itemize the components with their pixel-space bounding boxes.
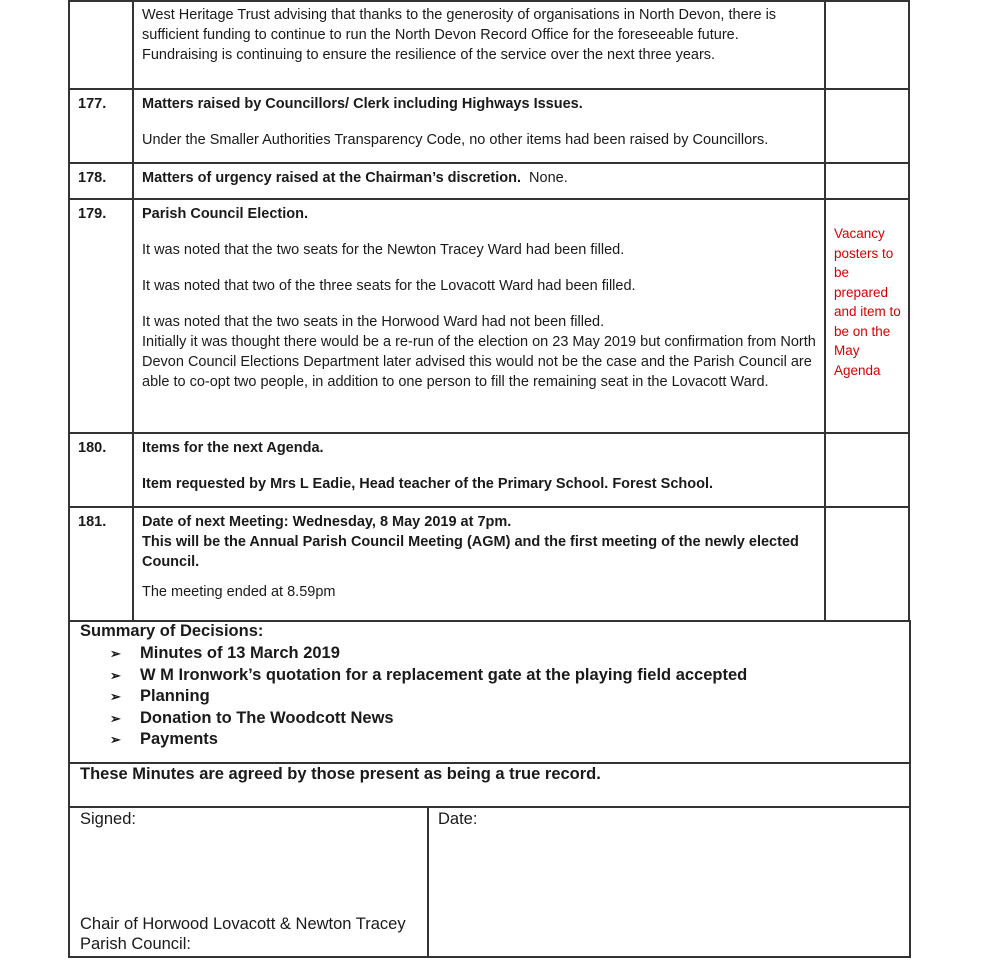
item-text: This will be the Annual Parish Council Meeting (AGM) and the first meeting of the newly elected Council.: [142, 534, 799, 570]
arrow-bullet-icon: ➢: [110, 646, 121, 661]
action-cell: [825, 163, 909, 199]
table-row: [69, 199, 909, 433]
item-number: 181.: [69, 507, 133, 621]
table-row: [69, 163, 909, 199]
item-number-cell: [69, 1, 133, 89]
item-body-cell: [133, 1, 825, 89]
arrow-bullet-icon: ➢: [110, 667, 121, 683]
true-record-text: These Minutes are agreed by those present as being a true record.: [80, 765, 601, 783]
item-number: 178.: [69, 163, 133, 199]
summary-of-decisions: [68, 620, 911, 764]
item-body-cell: [133, 199, 825, 433]
item-text: Item requested by Mrs L Eadie, Head teacher of the Primary School. Forest School.: [142, 476, 714, 492]
arrow-bullet-icon: ➢: [110, 732, 121, 747]
item-body-cell: [133, 163, 825, 199]
table-row: [69, 89, 909, 163]
item-number: 180.: [69, 433, 133, 507]
meeting-ended-text: The meeting ended at 8.59pm: [142, 584, 336, 600]
action-note: Vacancy posters to be prepared and item to be on the May Agenda: [825, 199, 909, 433]
item-heading: Items for the next Agenda.: [142, 440, 324, 456]
list-item: ➢ W M Ironwork’s quotation for a replacement gate at the playing field accepted: [110, 665, 747, 687]
action-cell: [825, 89, 909, 163]
item-number: 179.: [69, 199, 133, 433]
item-text: It was noted that the two seats for the Newton Tracey Ward had been filled.: [142, 242, 625, 258]
decision-list: [110, 643, 747, 751]
intro-line: West Heritage Trust advising that thanks to the generosity of organisations in North Devon, there is: [142, 7, 777, 23]
date-label: Date:: [438, 810, 478, 828]
action-cell: [825, 433, 909, 507]
true-record-statement: [68, 764, 911, 808]
table-row: [69, 507, 909, 621]
item-heading: Date of next Meeting: Wednesday, 8 May 2019 at 7pm.: [142, 514, 512, 530]
action-cell: [825, 507, 909, 621]
list-item: ➢ Donation to The Woodcott News: [110, 708, 747, 730]
table-row: [69, 1, 909, 89]
item-body-cell: [133, 89, 825, 163]
summary-title: Summary of Decisions:: [80, 622, 264, 640]
list-item: ➢ Payments: [110, 729, 747, 751]
minutes-table: [68, 0, 910, 622]
item-text: It was noted that two of the three seats for the Lovacott Ward had been filled.: [142, 278, 636, 294]
signature-block: [68, 806, 911, 958]
list-item: ➢ Planning: [110, 686, 747, 708]
divider: [427, 808, 429, 956]
minutes-page: [68, 0, 909, 956]
item-text: It was noted that the two seats in the Horwood Ward had not been filled.: [142, 314, 605, 330]
chair-label: Chair of Horwood Lovacott & Newton Tracey Parish Council:: [80, 915, 406, 953]
item-body-cell: [133, 507, 825, 621]
item-text: Under the Smaller Authorities Transparency Code, no other items had been raised by Councillors.: [142, 132, 769, 148]
arrow-bullet-icon: ➢: [110, 689, 121, 704]
intro-line: sufficient funding to continue to run the North Devon Record Office for the foreseeable future.: [142, 27, 739, 43]
table-row: [69, 433, 909, 507]
action-cell: [825, 1, 909, 89]
item-number: 177.: [69, 89, 133, 163]
arrow-bullet-icon: ➢: [110, 710, 121, 726]
signed-label: Signed:: [80, 810, 136, 828]
item-heading: Matters of urgency raised at the Chairman’s discretion.: [142, 170, 521, 186]
item-text: Initially it was thought there would be a re-run of the election on 23 May 2019 but confirmation from North Devon Council Elections Department later advised this would not be the case and the Parish Council are able to co-opt two people, in addition to one person to fill the remaining seat in the Lovacott Ward.: [142, 334, 816, 390]
item-text: None.: [529, 170, 568, 186]
intro-line: Fundraising is continuing to ensure the resilience of the service over the next three years.: [142, 47, 716, 63]
list-item: ➢ Minutes of 13 March 2019: [110, 643, 747, 665]
item-heading: Matters raised by Councillors/ Clerk including Highways Issues.: [142, 96, 583, 112]
item-heading: Parish Council Election.: [142, 206, 308, 222]
item-body-cell: [133, 433, 825, 507]
